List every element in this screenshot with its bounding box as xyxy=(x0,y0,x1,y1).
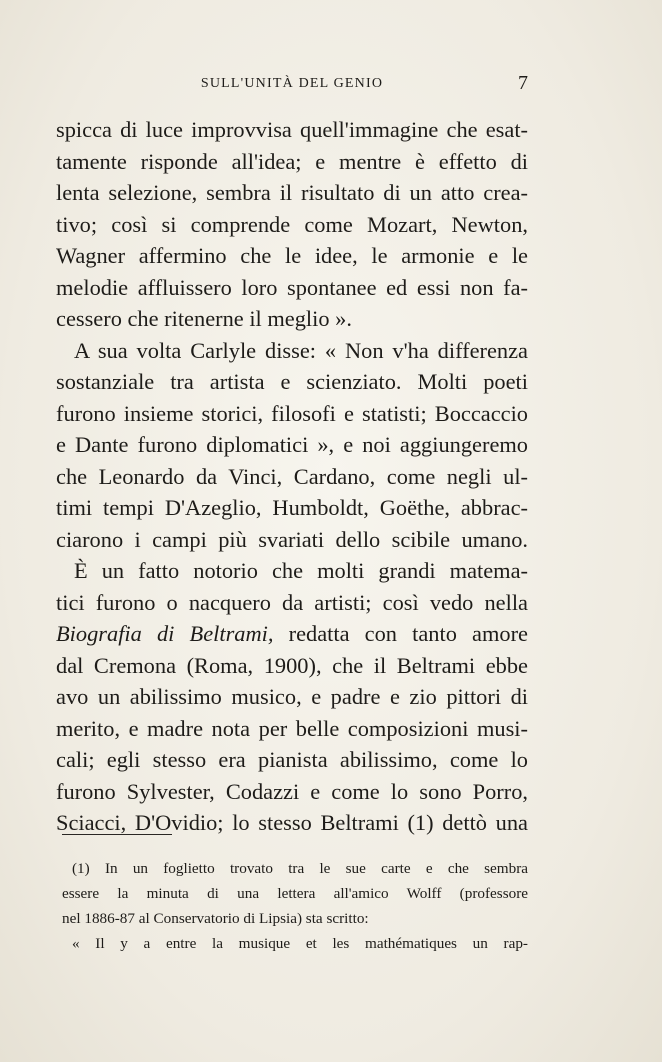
body-line: furono Sylvester, Codazzi e come lo sono Porro, xyxy=(56,778,528,804)
body-line: tici furono o nacquero da artisti; così vedo nella xyxy=(56,589,528,615)
body-line: cessero che ritenerne il meglio ». xyxy=(56,306,352,331)
body-text xyxy=(56,114,528,839)
footnote-line: essere la minuta di una lettera all'amico Wolff (professore xyxy=(62,885,528,902)
body-line: Wagner affermino che le idee, le armonie e le xyxy=(56,243,528,268)
body-line: che Leonardo da Vinci, Cardano, come negli ul- xyxy=(56,463,528,489)
body-line: avo un abilissimo musico, e padre e zio pittori di xyxy=(56,684,528,709)
body-line: tivo; così si comprende come Mozart, Newton, xyxy=(56,211,528,237)
body-line: melodie affluissero loro spontanee ed essi non fa- xyxy=(56,274,528,300)
paragraph-start-line: È un fatto notorio che molti grandi matema- xyxy=(74,558,528,583)
body-line: e Dante furono diplomatici », e noi aggiungeremo xyxy=(56,432,528,457)
body-line: timi tempi D'Azeglio, Humboldt, Goëthe, abbrac- xyxy=(56,495,528,520)
body-line: tamente risponde all'idea; e mentre è effetto di xyxy=(56,148,528,174)
footnote xyxy=(62,856,528,956)
footnote-divider xyxy=(62,834,172,835)
running-title: SULL'UNITÀ DEL GENIO xyxy=(200,76,384,91)
body-line: furono insieme storici, filosofi e statisti; Boccaccio xyxy=(56,400,528,426)
body-line: merito, e madre nota per belle composizioni musi- xyxy=(56,715,528,741)
footnote-line: « Il y a entre la musique et les mathématiques un rap- xyxy=(72,935,528,952)
body-line: ciarono i campi più svariati dello scibile umano. xyxy=(56,526,528,552)
body-line: cali; egli stesso era pianista abilissimo, come lo xyxy=(56,747,528,772)
body-line: dal Cremona (Roma, 1900), che il Beltrami ebbe xyxy=(56,652,528,678)
running-head xyxy=(56,72,528,96)
body-line: spicca di luce improvvisa quell'immagine che esat- xyxy=(56,117,528,142)
page-number: 7 xyxy=(518,72,528,94)
body-line-rest: redatta con tanto amore xyxy=(273,621,528,646)
footnote-line: nel 1886-87 al Conservatorio di Lipsia) sta scritto: xyxy=(62,910,369,927)
footnote-line: (1) In un foglietto trovato tra le sue carte e che sembra xyxy=(72,860,528,877)
body-line: Sciacci, D'Ovidio; lo stesso Beltrami (1) dettò una xyxy=(56,810,528,835)
book-title-italic: Biografia di Beltrami, xyxy=(56,621,274,646)
body-line: sostanziale tra artista e scienziato. Molti poeti xyxy=(56,369,528,394)
paragraph-start-line: A sua volta Carlyle disse: « Non v'ha differenza xyxy=(74,337,528,363)
body-line: lenta selezione, sembra il risultato di un atto crea- xyxy=(56,180,528,205)
body-line xyxy=(56,618,528,650)
